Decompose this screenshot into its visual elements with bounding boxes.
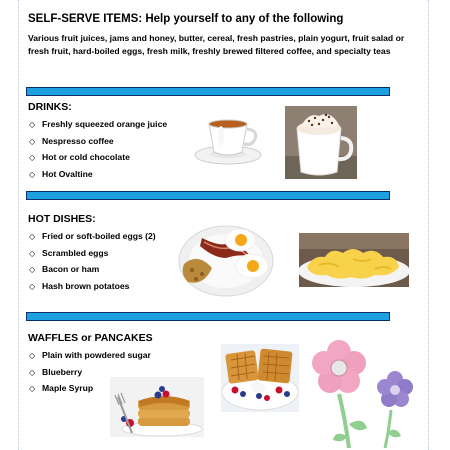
diamond-bullet-icon: ◇: [29, 281, 36, 291]
section-divider-waffles: [26, 312, 390, 321]
page-margin-left: [18, 0, 19, 450]
hot-chocolate-image: [285, 106, 357, 179]
diamond-bullet-icon: ◇: [29, 248, 36, 258]
diamond-bullet-icon: ◇: [29, 136, 36, 146]
diamond-bullet-icon: ◇: [29, 232, 36, 241]
diamond-bullet-icon: ◇: [29, 367, 36, 377]
page-title: SELF-SERVE ITEMS: Help yourself to any of the following: [28, 13, 344, 25]
tea-cup-image: [187, 106, 269, 168]
eggs-bacon-plate-image: [178, 224, 275, 297]
page-margin-right: [428, 0, 429, 450]
hot-dishes-heading: HOT DISHES:: [28, 213, 96, 225]
decorative-flowers-image: [305, 338, 425, 450]
diamond-bullet-icon: ◇: [29, 265, 36, 274]
drinks-heading: DRINKS:: [28, 101, 72, 113]
waffles-image: [221, 344, 299, 412]
diamond-bullet-icon: ◇: [29, 153, 36, 162]
diamond-bullet-icon: ◇: [29, 384, 36, 393]
pancakes-image: [110, 377, 204, 437]
section-divider-hot-dishes: [26, 191, 390, 200]
diamond-bullet-icon: ◇: [29, 120, 36, 129]
waffles-pancakes-heading: WAFFLES or PANCAKES: [28, 332, 153, 344]
diamond-bullet-icon: ◇: [29, 351, 36, 360]
self-serve-description: Various fruit juices, jams and honey, butter, cereal, fresh pastries, plain yogurt, fruit salad or fresh fruit, hard-boiled eggs, fresh milk, freshly brewed filtered coffee, and specialty teas: [28, 33, 405, 56]
section-divider-drinks: [26, 87, 390, 96]
scrambled-eggs-image: [299, 233, 409, 287]
diamond-bullet-icon: ◇: [29, 169, 36, 179]
